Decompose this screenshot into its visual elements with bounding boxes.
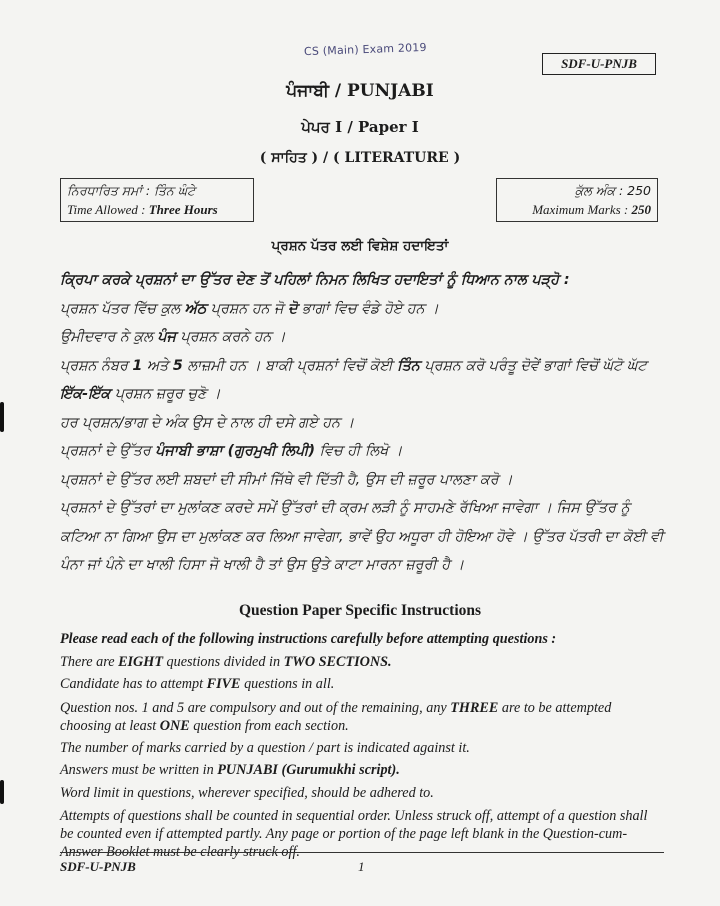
footer-paper-code: SDF-U-PNJB — [60, 859, 136, 874]
english-instruction-item: The number of marks carried by a question / part is indicated against it. — [60, 739, 470, 756]
exam-stamp: CS (Main) Exam 2019 — [303, 40, 427, 59]
maximum-marks-english: Maximum Marks : 250 — [532, 202, 651, 217]
time-allowed-english: Time Allowed : Three Hours — [67, 202, 218, 217]
punjabi-instruction-item: ਪ੍ਰਸ਼ਨ ਨੰਬਰ 1 ਅਤੇ 5 ਲਾਜ਼ਮੀ ਹਨ । ਬਾਕੀ ਪ੍ਰਸ਼ਨਾਂ ਵਿਚੋਂ ਕੋਈ ਤਿੰਨ ਪ੍ਰਸ਼ਨ ਕਰੋ ਪਰੰਤੂ ਦੋਵੇਂ ਭਾਗਾਂ ਵਿਚੋਂ ਘੱਟੋ ਘੱਟ ਇੱਕ-ਇੱਕ ਪ੍ਰਸ਼ਨ ਜ਼ਰੂਰ ਚੁਣੋ । — [60, 357, 647, 402]
paper-code-box: SDF-U-PNJB — [542, 53, 656, 75]
english-instruction-item: Attempts of questions shall be counted in sequential order. Unless struck off, attempt of a question shall be counted even if attempted partly. Any page or portion of the page left blank in the Question-cum-Answer Booklet must be clearly struck off. — [60, 808, 648, 860]
punjabi-instructions-lead: ਕ੍ਰਿਪਾ ਕਰਕੇ ਪ੍ਰਸ਼ਨਾਂ ਦਾ ਉੱਤਰ ਦੇਣ ਤੋਂ ਪਹਿਲਾਂ ਨਿਮਨ ਲਿਖਿਤ ਹਦਾਇਤਾਂ ਨੂੰ ਧਿਆਨ ਨਾਲ ਪੜ੍ਹੋ : — [60, 272, 570, 288]
english-instruction-item: There are EIGHT questions divided in TWO SECTIONS. — [60, 653, 392, 670]
punjabi-instructions-heading: ਪ੍ਰਸ਼ਨ ਪੱਤਰ ਲਈ ਵਿਸ਼ੇਸ਼ ਹਦਾਇਤਾਂ — [271, 238, 449, 254]
punjabi-instruction-item: ਪ੍ਰਸ਼ਨ ਪੱਤਰ ਵਿੱਚ ਕੁਲ ਅੱਠ ਪ੍ਰਸ਼ਨ ਹਨ ਜੋ ਦੋ ਭਾਗਾਂ ਵਿਚ ਵੰਡੇ ਹੋਏ ਹਨ । — [60, 300, 439, 317]
english-instructions-heading: Question Paper Specific Instructions — [238, 602, 482, 619]
english-instruction-item: Candidate has to attempt FIVE questions in all. — [60, 676, 335, 692]
punjabi-instruction-item: ਪ੍ਰਸ਼ਨਾਂ ਦੇ ਉੱਤਰ ਪੰਜਾਬੀ ਭਾਸ਼ਾ (ਗੁਰਮੁਖੀ ਲਿਪੀ) ਵਿਚ ਹੀ ਲਿਖੋ । — [60, 443, 403, 459]
time-allowed-punjabi: ਨਿਰਧਾਰਿਤ ਸਮਾਂ : ਤਿੰਨ ਘੰਟੇ — [67, 183, 196, 198]
punjabi-instruction-item: ਪ੍ਰਸ਼ਨਾਂ ਦੇ ਉੱਤਰਾਂ ਦਾ ਮੁਲਾਂਕਣ ਕਰਦੇ ਸਮੇਂ ਉੱਤਰਾਂ ਦੀ ਕ੍ਰਮ ਲੜੀ ਨੂੰ ਸਾਹਮਣੇ ਰੱਖਿਆ ਜਾਵੇਗਾ । ਜਿਸ ਉੱਤਰ ਨੂੰ ਕਟਿਆ ਨਾ ਗਿਆ ਉਸ ਦਾ ਮੁਲਾਂਕਣ ਕਰ ਲਿਆ ਜਾਵੇਗਾ, ਭਾਵੇਂ ਉਹ ਅਧੂਰਾ ਹੀ ਹੋਇਆ ਹੋਵੇ । ਉੱਤਰ ਪੱਤਰੀ ਦਾ ਕੋਈ ਵੀ ਪੰਨਾ ਜਾਂ ਪੰਨੇ ਦਾ ਖਾਲੀ ਹਿਸਾ ਜੋ ਖਾਲੀ ਹੈ ਤਾਂ ਉਸ ਉਤੇ ਕਾਟਾ ਮਾਰਨਾ ਜ਼ਰੂਰੀ ਹੈ । — [60, 500, 664, 573]
paper-number: ਪੇਪਰ I / Paper I — [301, 118, 419, 136]
scan-binding-mark — [0, 780, 4, 804]
english-instructions — [60, 628, 664, 863]
punjabi-instruction-item: ਉਮੀਦਵਾਰ ਨੇ ਕੁਲ ਪੰਜ ਪ੍ਰਸ਼ਨ ਕਰਨੇ ਹਨ । — [60, 329, 286, 345]
time-allowed-box — [60, 178, 254, 222]
english-instruction-item: Question nos. 1 and 5 are compulsory and out of the remaining, any THREE are to be attempted choosing at least ONE question from each section. — [60, 699, 612, 734]
scan-binding-mark — [0, 402, 4, 432]
page-number: 1 — [358, 859, 365, 874]
english-instruction-item: Answers must be written in PUNJABI (Gurumukhi script). — [60, 762, 400, 778]
english-instruction-item: Word limit in questions, wherever specified, should be adhered to. — [60, 784, 434, 801]
subject-title: ਪੰਜਾਬੀ / PUNJABI — [286, 81, 434, 101]
punjabi-instruction-item: ਪ੍ਰਸ਼ਨਾਂ ਦੇ ਉੱਤਰ ਲਈ ਸ਼ਬਦਾਂ ਦੀ ਸੀਮਾਂ ਜਿੱਥੇ ਵੀ ਦਿੱਤੀ ਹੈ, ਉਸ ਦੀ ਜ਼ਰੂਰ ਪਾਲਣਾ ਕਰੋ । — [60, 471, 513, 488]
maximum-marks-punjabi: ਕੁੱਲ ਅੰਕ : 250 — [574, 183, 651, 198]
punjabi-instructions — [60, 266, 664, 580]
maximum-marks-box — [496, 178, 658, 222]
page-footer — [60, 852, 664, 874]
english-instructions-lead: Please read each of the following instructions carefully before attempting questions : — [60, 631, 557, 647]
paper-section: ( ਸਾਹਿਤ ) / ( LITERATURE ) — [259, 150, 461, 166]
punjabi-instruction-item: ਹਰ ਪ੍ਰਸ਼ਨ/ਭਾਗ ਦੇ ਅੰਕ ਉਸ ਦੇ ਨਾਲ ਹੀ ਦਸੇ ਗਏ ਹਨ । — [60, 414, 355, 431]
